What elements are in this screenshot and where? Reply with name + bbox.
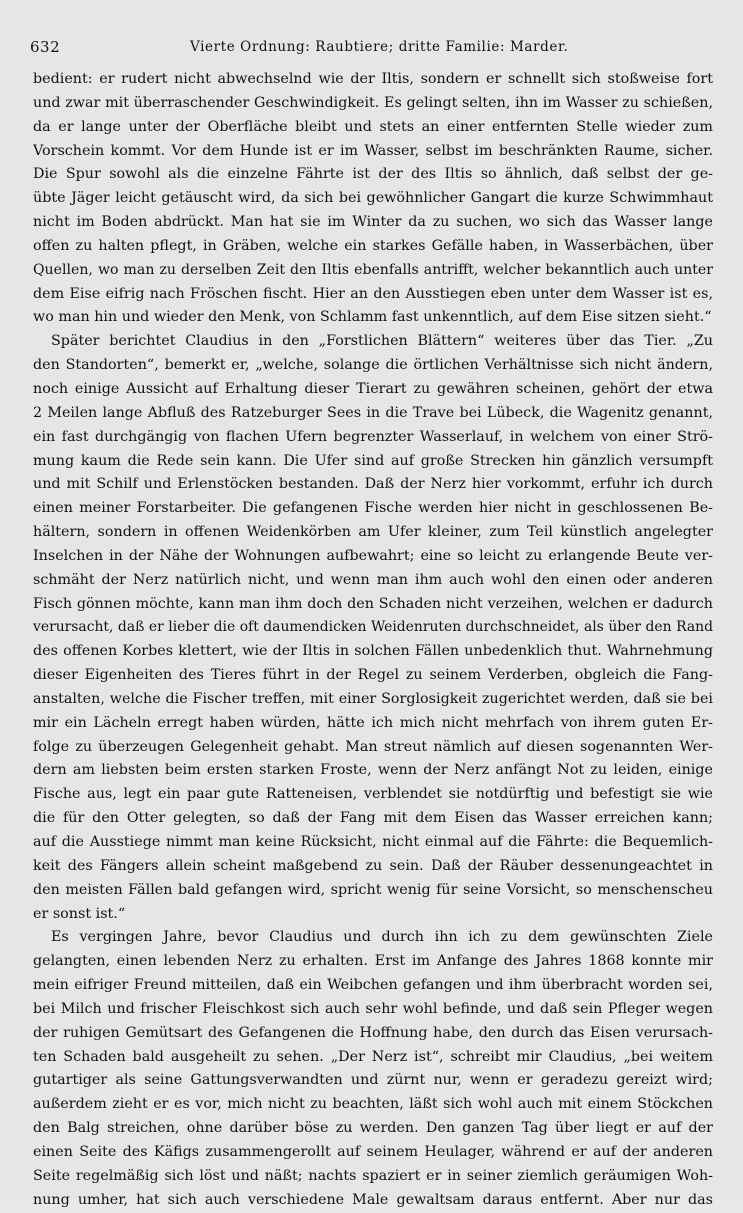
text-line: keit des Fängers allein scheint maßgebend zu sein. Daß der Räuber dessenungeachtet in xyxy=(33,857,713,874)
text-line: der ruhigen Gemütsart des Gefangenen die Hoffnung habe, den durch das Eisen verursach- xyxy=(33,1024,713,1041)
text-line: dern am liebsten beim ersten starken Froste, wenn der Nerz anfängt Not zu leiden, einige xyxy=(33,762,713,779)
text-line: nicht im Boden abdrückt. Man hat sie im Winter da zu suchen, wo sich das Wasser lange xyxy=(33,214,713,231)
page-header xyxy=(30,38,712,58)
text-line: einen meiner Forstarbeiter. Die gefangenen Fische werden hier nicht in geschlossenen Be- xyxy=(33,500,713,517)
text-line: Seite regelmäßig sich löst und näßt; nachts spaziert er in seiner ziemlich geräumigen Woh- xyxy=(33,1167,713,1184)
text-line: Inselchen in der Nähe der Wohnungen aufbewahrt; eine so leicht zu erlangende Beute ver- xyxy=(33,547,713,564)
text-line: einen Seite des Käfigs zusammengerollt auf seinem Heulager, während er auf der anderen xyxy=(33,1143,713,1160)
text-line: den Balg streichen, ohne darüber böse zu werden. Den ganzen Tag über liegt er auf der xyxy=(33,1120,713,1137)
text-line: bedient: er rudert nicht abwechselnd wie der Iltis, sondern er schnellt sich stoßweise fort xyxy=(33,71,713,87)
text-line: Später berichtet Claudius in den „Forstlichen Blättern“ weiteres über das Tier. „Zu xyxy=(51,333,713,350)
text-line: gelangten, einen lebenden Nerz zu erhalten. Erst im Anfange des Jahres 1868 konnte mir xyxy=(33,953,713,970)
text-line: Fisch gönnen möchte, kann man ihm doch den Schaden nicht verzeihen, welchen er dadurch xyxy=(33,595,713,612)
text-line: auf die Ausstiege nimmt man keine Rücksicht, nicht einmal auf die Fährte: die Bequemlich- xyxy=(33,834,713,850)
text-line: Quellen, wo man zu derselben Zeit den Iltis ebenfalls antrifft, welcher bekanntlich auch unter xyxy=(33,261,713,278)
text-line: dieser Eigenheiten des Tieres führt in der Regel zu seinem Verderben, obgleich die Fang- xyxy=(33,667,713,684)
text-line: Die Spur sowohl als die einzelne Fährte ist der des Iltis so ähnlich, daß selbst der ge- xyxy=(33,166,713,183)
text-line: den Standorten“, bemerkt er, „welche, solange die örtlichen Verhältnisse sich nicht ändern, xyxy=(33,357,713,374)
text-line: des offenen Korbes klettert, wie der Iltis in solchen Fällen unbedenklich thut. Wahrnehmung xyxy=(33,643,713,660)
text-line: er sonst ist.“ xyxy=(33,905,126,922)
text-line: ten Schaden bald ausgeheilt zu sehen. „Der Nerz ist“, schreibt mir Claudius, „bei weitem xyxy=(33,1048,713,1065)
text-line: mung kaum die Rede sein kann. Die Ufer sind auf große Strecken hin gänzlich versumpft xyxy=(33,452,713,469)
text-line: nung umher, hat sich auch verschiedene Male gewaltsam daraus entfernt. Aber nur das xyxy=(33,1191,713,1208)
text-line: offen zu halten pflegt, in Gräben, welche ein starkes Gefälle haben, in Wasserbächen, über xyxy=(33,237,713,254)
text-line: schmäht der Nerz natürlich nicht, und wenn man ihm auch wohl den einen oder anderen xyxy=(33,571,713,588)
text-line: verursacht, daß er lieber die oft daumendicken Weidenruten durchschneidet, als über den Rand xyxy=(33,619,713,636)
text-line: mein eifriger Freund mitteilen, daß ein Weibchen gefangen und ihm überbracht worden sei, xyxy=(33,977,713,994)
page-number: 632 xyxy=(30,38,61,56)
text-line: Vorschein kommt. Vor dem Hunde ist er im Wasser, selbst im beschränkten Raume, sicher. xyxy=(33,142,713,159)
text-line: und zwar mit überraschender Geschwindigkeit. Es gelingt selten, ihn im Wasser zu schießen, xyxy=(33,94,713,111)
text-line: noch einige Aussicht auf Erhaltung dieser Tierart zu gewähren scheinen, gehört der etwa xyxy=(33,380,713,397)
text-line: gutartiger als seine Gattungsverwandten und zürnt nur, wenn er geradezu gereizt wird; xyxy=(33,1072,713,1089)
text-line: mir ein Lächeln erregt haben würden, hätte ich mich nicht mehrfach von ihrem guten Er- xyxy=(33,714,713,731)
text-line: ein fast durchgängig von flachen Ufern begrenzter Wasserlauf, in welchem von einer Strö- xyxy=(33,428,713,445)
text-line: bei Milch und frischer Fleischkost sich auch sehr wohl befinde, und daß sein Pfleger wegen xyxy=(33,1000,713,1017)
text-line: die für den Otter gelegten, so daß der Fang mit dem Eisen das Wasser erreichen kann; xyxy=(33,810,713,827)
text-line: hältern, sondern in offenen Weidenkörben am Ufer kleiner, zum Teil künstlich angelegter xyxy=(33,524,713,541)
text-line: den meisten Fällen bald gefangen wird, spricht wenig für seine Vorsicht, so menschenscheu xyxy=(33,881,713,898)
text-line: Es vergingen Jahre, bevor Claudius und durch ihn ich zu dem gewünschten Ziele xyxy=(51,929,713,946)
text-line: übte Jäger leicht getäuscht wird, da sich bei gewöhnlicher Gangart die kurze Schwimmhaut xyxy=(33,190,713,207)
body-text xyxy=(33,68,713,1213)
text-line: anstalten, welche die Fischer treffen, mit einer Sorglosigkeit zugerichtet werden, daß sie bei xyxy=(33,690,713,707)
text-line: dem Eise eifrig nach Fröschen fischt. Hier an den Ausstiegen eben unter dem Wasser ist es, xyxy=(33,285,713,302)
text-line: da er lange unter der Oberfläche bleibt und stets an einer entfernten Stelle wieder zum xyxy=(33,118,713,135)
text-line: 2 Meilen lange Abfluß des Ratzeburger Sees in die Trave bei Lübeck, die Wagenitz genannt, xyxy=(33,404,713,421)
text-line: folge zu überzeugen Gelegenheit gehabt. Man streut nämlich auf diesen sogenannten Wer- xyxy=(33,738,713,755)
running-head: Vierte Ordnung: Raubtiere; dritte Familie: Marder. xyxy=(190,39,569,55)
text-line: Fische aus, legt ein paar gute Ratteneisen, verblendet sie notdürftig und befestigt sie wie xyxy=(33,786,713,803)
text-line: und mit Schilf und Erlenstöcken bestanden. Daß der Nerz hier vorkommt, erfuhr ich durch xyxy=(33,476,713,493)
text-line: wo man hin und wieder den Menk, von Schlamm fast unkenntlich, auf dem Eise sitzen sieht.“ xyxy=(33,309,712,326)
text-line: außerdem zieht er es vor, mich nicht zu beachten, läßt sich wohl auch mit einem Stöckchen xyxy=(33,1096,713,1113)
